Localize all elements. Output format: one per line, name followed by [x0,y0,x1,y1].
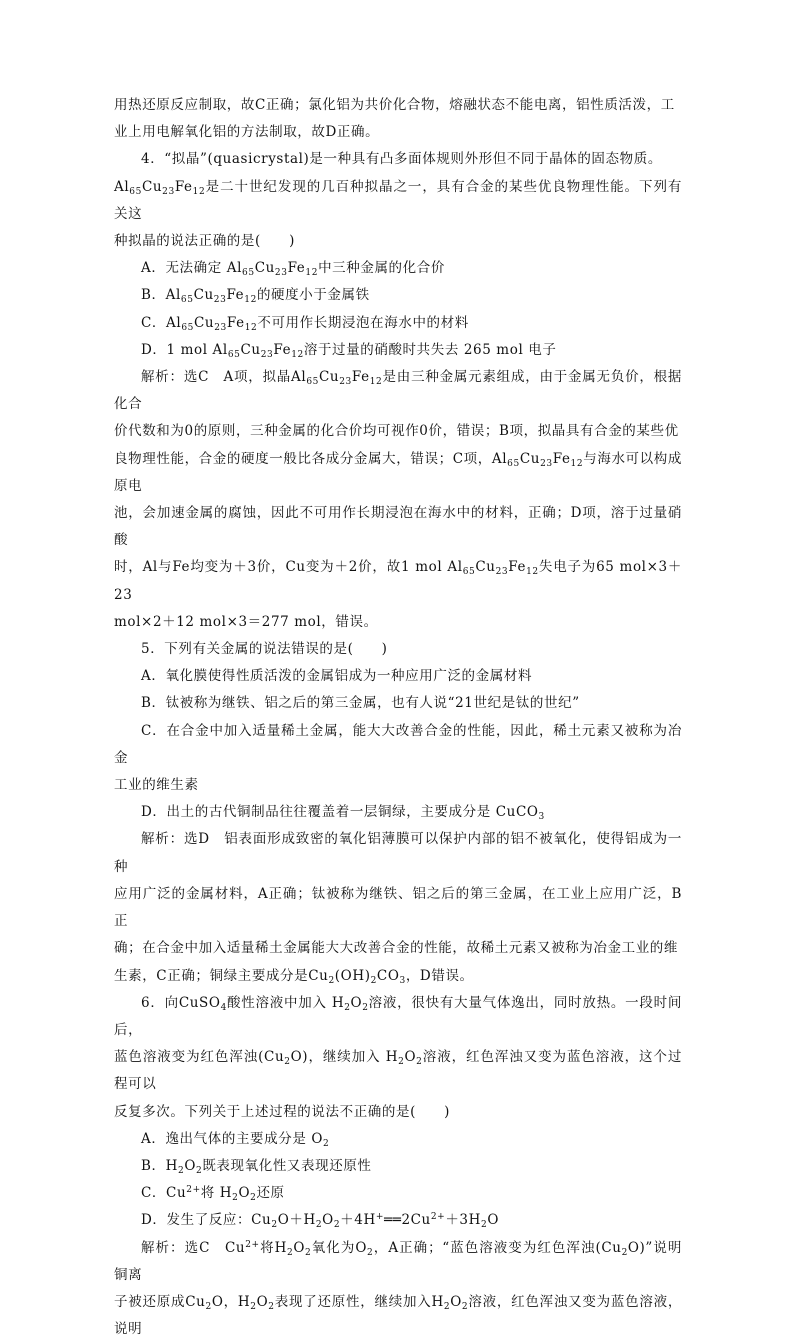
document-page [114,92,682,1343]
q4-option-a: A．无法确定 $Al_{65}Cu_{23}Fe_{12}$中三种金属的化合价 [141,260,445,279]
q4-option-d: D．1 mol $Al_{65}Cu_{23}Fe_{12}$溶于过量的硝酸时共失去 265 mol 电子 [141,341,557,360]
q5-option-d: D．出土的古代铜制品往往覆盖着一层铜绿，主要成分是 CuCO$_3$ [141,804,545,823]
q5-option-a: A．氧化膜使得性质活泼的金属铝成为一种应用广泛的金属材料 [141,668,533,685]
q6-option-a: A．逸出气体的主要成分是 $O_2$ [141,1130,330,1149]
q6-option-d: D．发生了反应：$Cu_2O+H_2O_2+4H^+══2Cu^{2+}+3H_2O$ [141,1212,499,1231]
q6-option-c: C．$Cu^{2+}$将 $H_2O_2$还原 [141,1185,285,1204]
q4-stem-cont: $Al_{65}Cu_{23}Fe_{12}$是二十世纪发现的几百种拟晶之一，具有合金的某些优良物理性能。下列有关这 种拟晶的说法正确的是( ) [114,178,682,250]
q4-option-c: C．$Al_{65}Cu_{23}Fe_{12}$不可用作长期浸泡在海水中的材料 [141,314,469,333]
q4-option-b: B．$Al_{65}Cu_{23}Fe_{12}$的硬度小于金属铁 [141,287,370,306]
q6-option-b: B．$H_2O_2$既表现氧化性又表现还原性 [141,1157,372,1176]
q5-option-b: B．钛被称为继铁、铝之后的第三金属，也有人说“21世纪是钛的世纪” [141,695,580,712]
intro-paragraph [114,92,682,146]
q5-analysis: 解析：选D 铝表面形成致密的氧化铝薄膜可以保护内部的铝不被氧化，使得铝成为一种 应用广泛的金属材料，A正确；钛被称为继铁、铝之后的第三金属，在工业上应用广泛，B正 确；在合金中加入适量稀土金属能大大改善合金的性能，故稀土元素又被称为冶金工业的维 生素，C正确；铜绿主要成分是$Cu_2(OH)_2CO_3$，D错误。 [114,831,682,986]
q5-option-c: C．在合金中加入适量稀土金属，能大大改善合金的性能，因此，稀土元素又被称为冶金 工业的维生素 [114,722,682,794]
q4-analysis: 解析：选C A项，拟晶$Al_{65}Cu_{23}Fe_{12}$是由三种金属元素组成，由于金属无负价，根据化合 价代数和为0的原则，三种金属的化合价均可视作0价，错误；B项，拟晶具有合金的某些优 良物理性能，合金的硬度一般比各成分金属大，错误；C项，$Al_{65}Cu_{23}Fe_{12}$与海水可以构成原电 池，会加速金属的腐蚀，因此不可用作长期浸泡在海水中的材料，正确；D项，溶于过量硝酸 时，Al与Fe均变为＋3价，Cu变为＋2价，故1 mol $Al_{65}Cu_{23}Fe_{12}$失电子为65 mol×3＋23 mol×2＋12 mol×3＝277 mol，错误。 [114,369,682,630]
intro-line-1: 用热还原反应制取，故C正确；氯化铝为共价化合物，熔融状态不能电离，铝性质活泼，工 [114,97,675,113]
q6-analysis: 解析：选C $Cu^{2+}$将$H_2O_2$氧化为$O_2$，A正确；“蓝色溶液变为红色浑浊$(Cu_2O)$”说明铜离 子被还原成$Cu_2O$，$H_2O_2$表现了还原性，继续加入$H_2O_2$溶液，红色浑浊又变为蓝色溶液，说明 [114,1239,682,1338]
q4-stem: 4．“拟晶”(quasicrystal)是一种具有凸多面体规则外形但不同于晶体的固态物质。 [141,151,662,168]
q5-stem: 5．下列有关金属的说法错误的是( ) [141,641,388,658]
intro-line-2: 业上用电解氧化铝的方法制取，故D正确。 [114,124,380,141]
q6-stem: 6．向CuSO$_4$酸性溶液中加入 $H_2O_2$溶液，很快有大量气体逸出，同时放热。一段时间后， 蓝色溶液变为红色浑浊$(Cu_2O)$，继续加入 $H_2O_2$溶液，红色浑浊又变为蓝色溶液，这个过程可以 反复多次。下列关于上述过程的说法不正确的是( ) [114,994,682,1120]
